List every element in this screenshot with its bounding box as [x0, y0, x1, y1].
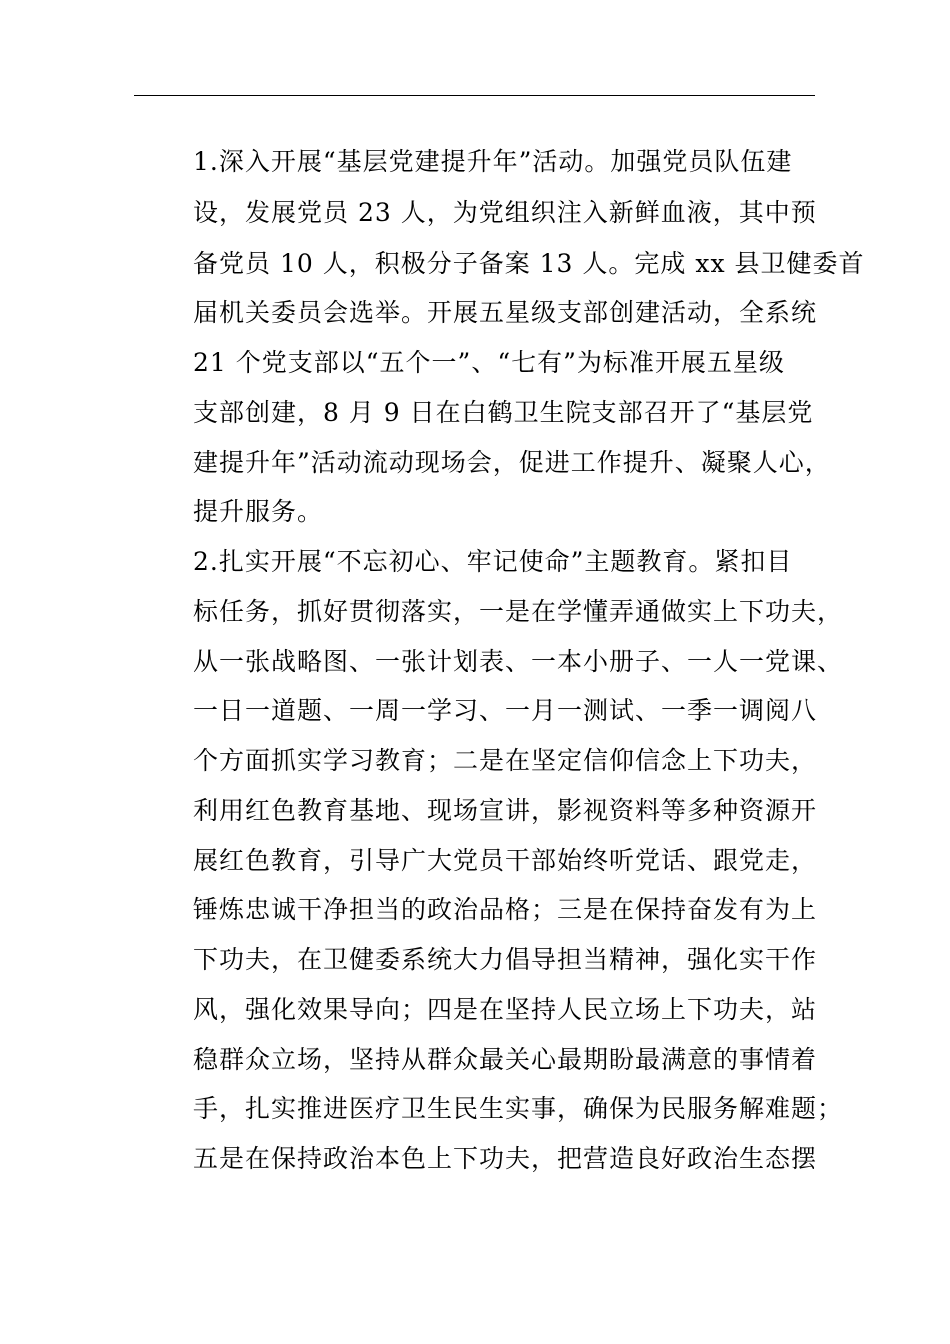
text-line: 稳群众立场，坚持从群众最关心最期盼最满意的事情着	[193, 1045, 818, 1074]
text-line: 下功夫，在卫健委系统大力倡导担当精神，强化实干作	[193, 945, 818, 974]
text-line: 五是在保持政治本色上下功夫，把营造良好政治生态摆	[193, 1144, 818, 1173]
header-rule	[134, 95, 815, 96]
text-line: 支部创建，8 月 9 日在白鹤卫生院支部召开了“基层党	[193, 398, 814, 427]
text-line: 从一张战略图、一张计划表、一本小册子、一人一党课、	[193, 647, 844, 676]
text-line: 提升服务。	[193, 497, 324, 526]
text-line: 利用红色教育基地、现场宣讲，影视资料等多种资源开	[193, 796, 818, 825]
text-line: 设，发展党员 23 人，为党组织注入新鲜血液，其中预	[193, 198, 817, 227]
text-line: 标任务，抓好贯彻落实，一是在学懂弄通做实上下功夫，	[193, 597, 844, 626]
text-line: 锤炼忠诚干净担当的政治品格；三是在保持奋发有为上	[193, 895, 818, 924]
text-line: 建提升年”活动流动现场会，促进工作提升、凝聚人心，	[193, 448, 831, 477]
text-line: 风，强化效果导向；四是在坚持人民立场上下功夫，站	[193, 995, 818, 1024]
text-line: 展红色教育，引导广大党员干部始终听党话、跟党走，	[193, 846, 818, 875]
text-line: 届机关委员会选举。开展五星级支部创建活动，全系统	[193, 298, 818, 327]
text-line: 21 个党支部以“五个一”、“七有”为标准开展五星级	[193, 348, 785, 377]
text-line: 一日一道题、一周一学习、一月一测试、一季一调阅八	[193, 696, 818, 725]
text-line: 1.深入开展“基层党建提升年”活动。加强党员队伍建	[193, 147, 793, 176]
text-line: 2.扎实开展“不忘初心、牢记使命”主题教育。紧扣目	[193, 547, 793, 576]
text-line: 备党员 10 人，积极分子备案 13 人。完成 xx 县卫健委首	[193, 249, 865, 278]
text-line: 手，扎实推进医疗卫生民生实事，确保为民服务解难题；	[193, 1094, 844, 1123]
text-line: 个方面抓实学习教育；二是在坚定信仰信念上下功夫，	[193, 746, 818, 775]
